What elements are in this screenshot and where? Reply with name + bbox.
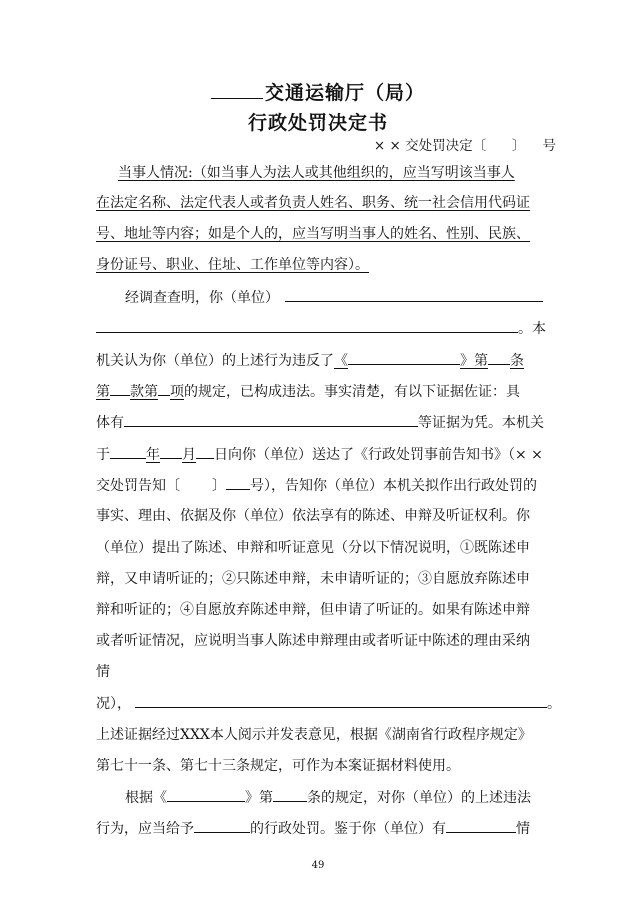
evidence-blank[interactable] bbox=[124, 412, 418, 427]
item-blank[interactable] bbox=[158, 381, 170, 396]
text: 项 bbox=[170, 384, 184, 400]
violation-line bbox=[96, 350, 556, 371]
body-line: 第七十一条、第七十三条规定，可作为本案证据材料使用。 bbox=[96, 758, 460, 774]
text: 》第 bbox=[460, 353, 488, 369]
body-line: （单位）提出了陈述、申辩和听证意见（分以下情况说明，①既陈述申 bbox=[96, 540, 530, 556]
reason-blank[interactable] bbox=[135, 693, 547, 708]
circumstance-blank[interactable] bbox=[446, 818, 516, 833]
text: 情 bbox=[516, 821, 530, 837]
text: 〕 bbox=[212, 478, 226, 494]
notice-no-blank[interactable] bbox=[226, 475, 250, 490]
text: 体有 bbox=[96, 415, 124, 431]
penalty-blank[interactable] bbox=[194, 818, 250, 833]
text: 》第 bbox=[245, 790, 273, 806]
text: 号），告知你（单位）本机关拟作出行政处罚的 bbox=[250, 478, 537, 494]
agency-blank[interactable] bbox=[211, 82, 263, 99]
text: 《 bbox=[334, 353, 348, 369]
law-name-blank[interactable] bbox=[348, 350, 460, 365]
page-number: 49 bbox=[311, 860, 325, 871]
document-title: 行政处罚决定书 bbox=[247, 112, 388, 134]
investigation-line-2 bbox=[96, 318, 556, 339]
body-line: 情 bbox=[96, 664, 110, 680]
text: 第 bbox=[96, 384, 110, 400]
agency-name: 交通运输厅（局） bbox=[264, 82, 425, 104]
text: 条的规定，对你（单位）的上述违法 bbox=[307, 790, 531, 806]
evidence-line bbox=[96, 412, 556, 433]
investigation-line bbox=[125, 287, 585, 308]
party-line-2 bbox=[96, 193, 556, 213]
penalty-line bbox=[96, 818, 556, 839]
party-line-3 bbox=[96, 224, 556, 244]
text: 。 bbox=[547, 696, 561, 712]
body-line: 事实、理由、依据及你（单位）依法享有的陈述、申辩及听证权利。你 bbox=[96, 508, 530, 524]
body-line: 辩，又申请听证的；②只陈述申辩，未申请听证的；③自愿放弃陈述申 bbox=[96, 571, 530, 587]
month-blank[interactable] bbox=[160, 444, 182, 459]
year-blank[interactable] bbox=[110, 444, 146, 459]
text: 条 bbox=[510, 353, 524, 369]
text: 年 bbox=[146, 447, 160, 463]
party-label: 当事人情况: bbox=[118, 165, 193, 181]
party-line-4 bbox=[96, 255, 556, 275]
investigation-label: 经调查查明，你（单位） bbox=[125, 290, 279, 306]
text: 等证据为凭。本机关 bbox=[418, 415, 544, 431]
party-text: 身份证号、职业、住址、工作单位等内容）。 bbox=[96, 257, 369, 273]
clause-blank[interactable] bbox=[110, 381, 130, 396]
body-line: 上述证据经过XXX本人阅示并发表意见，根据《湖南省行政程序规定》 bbox=[96, 727, 532, 743]
basis-article-blank[interactable] bbox=[273, 787, 307, 802]
investigation-blank-2[interactable] bbox=[96, 318, 518, 333]
text: 于 bbox=[96, 447, 110, 463]
text: 交处罚告知〔 bbox=[96, 478, 180, 494]
text: 根据《 bbox=[125, 790, 167, 806]
party-text: （如当事人为法人或其他组织的，应当写明该当事人 bbox=[192, 165, 515, 181]
investigation-blank[interactable] bbox=[285, 287, 543, 302]
document-number: × × 交处罚决定〔 〕 号 bbox=[373, 138, 556, 154]
party-line-1 bbox=[118, 163, 558, 183]
body-line: 辩和听证的；④自愿放弃陈述申辩，但申请了听证的。如果有陈述申辩 bbox=[96, 602, 530, 618]
notice-date-line bbox=[96, 444, 556, 465]
text: 的规定，已构成违法。事实清楚，有以下证据佐证：具 bbox=[184, 384, 520, 400]
text: 日向你（单位）送达了《行政处罚事前告知书》（× × bbox=[214, 447, 543, 463]
reason-line bbox=[96, 693, 561, 714]
agency-title bbox=[0, 78, 636, 105]
text: 机关认为你（单位）的上述行为违反了 bbox=[96, 353, 334, 369]
basis-law-blank[interactable] bbox=[167, 787, 245, 802]
text: 的行政处罚。鉴于你（单位）有 bbox=[250, 821, 446, 837]
party-text: 在法定名称、法定代表人或者负责人姓名、职务、统一社会信用代码证 bbox=[96, 195, 530, 211]
text: 况）， bbox=[96, 696, 131, 712]
party-text: 号、地址等内容；如是个人的，应当写明当事人的姓名、性别、民族、 bbox=[96, 226, 530, 242]
text: 款第 bbox=[130, 384, 158, 400]
article-blank[interactable] bbox=[488, 350, 510, 365]
text: 。本 bbox=[518, 321, 546, 337]
basis-line bbox=[125, 787, 585, 808]
notice-number-line bbox=[96, 475, 556, 496]
text: 月 bbox=[182, 447, 196, 463]
day-blank[interactable] bbox=[196, 444, 214, 459]
text: 行为，应当给予 bbox=[96, 821, 194, 837]
clause-line bbox=[96, 381, 556, 402]
body-line: 或者听证情况，应说明当事人陈述申辩理由或者听证中陈述的理由采纳 bbox=[96, 633, 530, 649]
